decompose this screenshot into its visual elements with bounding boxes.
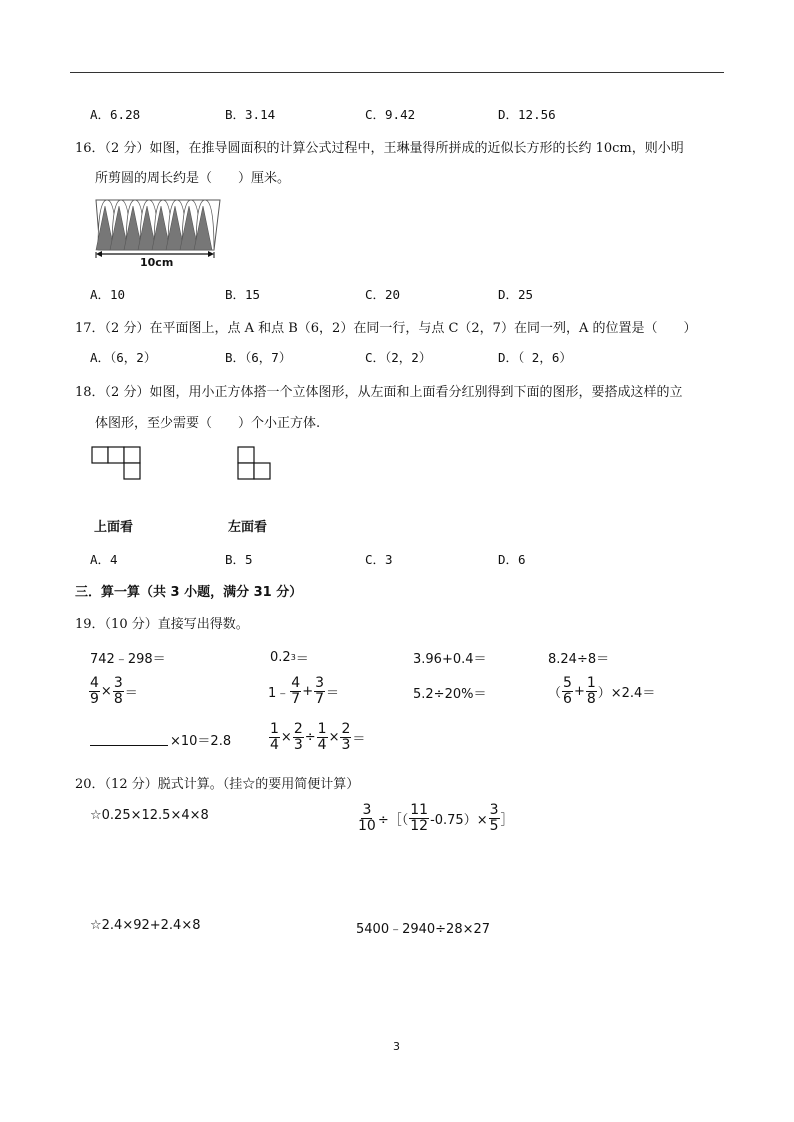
expr-2-sub: -0.75）× bbox=[430, 813, 488, 828]
fraction: $\frac{3}{7}$ bbox=[315, 675, 325, 707]
fraction: $\frac{3}{10}$ bbox=[358, 802, 376, 834]
q20-expr-4: 5400﹣2940÷28×27 bbox=[356, 922, 491, 937]
q18-text-line1: 18．（2 分）如图，用小正方体搭一个立体图形，从左面和上面看分红别得到下面的图形，要搭成这样的立 bbox=[75, 385, 683, 400]
expr-2-end: ］ bbox=[500, 813, 514, 828]
q15-option-c: C．9.42 bbox=[365, 107, 416, 122]
q17-option-c: C．（2，2） bbox=[365, 350, 432, 365]
section3-title: 三．算一算（共 3 小题，满分 31 分） bbox=[75, 585, 303, 600]
fraction: $\frac{4}{7}$ bbox=[291, 675, 301, 707]
q16-figure-label: 10cm bbox=[140, 256, 174, 269]
times-sign: × bbox=[280, 730, 292, 745]
page-number: 3 bbox=[393, 1040, 400, 1053]
equals-sign: ＝ bbox=[352, 732, 366, 747]
q17-option-d: D．（ 2，6） bbox=[498, 350, 572, 365]
q19-item-6 bbox=[268, 676, 339, 707]
q18-option-b: B．5 bbox=[225, 552, 253, 567]
q20-title: 20．（12 分）脱式计算。（挂☆的要用简便计算） bbox=[75, 777, 360, 792]
right-paren-tail: ）×2.4＝ bbox=[597, 686, 656, 701]
left-paren: （ bbox=[548, 686, 562, 701]
equals-sign: ＝ bbox=[124, 686, 138, 701]
q19-item-5 bbox=[88, 676, 138, 707]
q18-option-a: A．4 bbox=[90, 552, 118, 567]
divide-sign: ÷ bbox=[304, 730, 316, 745]
one-minus: 1﹣ bbox=[268, 686, 290, 701]
answer-blank[interactable] bbox=[90, 733, 168, 746]
q18-text-line2: 体图形，至少需要（ ）个小正方体. bbox=[95, 416, 321, 431]
fraction: $\frac{5}{6}$ bbox=[563, 675, 572, 707]
q16-option-b: B．15 bbox=[225, 287, 261, 302]
q16-text-line1: 16．（2 分）如图，在推导圆面积的计算公式过程中，王琳量得所拼成的近似长方形的长约 10cm，则小明 bbox=[75, 141, 684, 156]
q15-option-d: D．12.56 bbox=[498, 107, 556, 122]
q15-option-a: A．6.28 bbox=[90, 107, 141, 122]
q19-item-8 bbox=[548, 676, 655, 707]
times-sign: × bbox=[328, 730, 340, 745]
q19-item-9 bbox=[90, 730, 231, 749]
q17-option-a: A．（6，2） bbox=[90, 350, 157, 365]
q19-item-3: 3.96+0.4＝ bbox=[413, 652, 487, 667]
q17-text-line1: 17．（2 分）在平面图上，点 A 和点 B（6，2）在同一行，与点 C（2，7）在同一列，A 的位置是（ ） bbox=[75, 321, 697, 336]
header-rule bbox=[70, 72, 724, 73]
q19-title: 19．（10 分）直接写出得数。 bbox=[75, 617, 249, 632]
q19-item-7: 5.2÷20%＝ bbox=[413, 687, 487, 702]
q15-option-b: B．3.14 bbox=[225, 107, 276, 122]
q18-top-view bbox=[90, 445, 144, 481]
fraction: $\frac{1}{4}$ bbox=[317, 721, 327, 753]
blank-tail: ×10＝2.8 bbox=[170, 734, 232, 749]
q17-option-b: B．（6，7） bbox=[225, 350, 292, 365]
fraction: $\frac{3}{8}$ bbox=[113, 675, 123, 707]
fraction: $\frac{2}{3}$ bbox=[341, 721, 351, 753]
q20-expr-2 bbox=[356, 803, 514, 834]
fraction: $\frac{1}{4}$ bbox=[270, 721, 279, 753]
q19-item-4: 8.24÷8＝ bbox=[548, 652, 610, 667]
equals-sign: ＝ bbox=[326, 686, 340, 701]
plus-sign: + bbox=[302, 684, 314, 699]
expr-2-mid: ÷［（ bbox=[377, 813, 409, 828]
q19-item-2-eq: ＝ bbox=[295, 652, 309, 667]
q20-expr-3: ☆2.4×92+2.4×8 bbox=[90, 918, 201, 933]
fraction: $\frac{2}{3}$ bbox=[293, 721, 303, 753]
q19-item-2-base: 0.2 bbox=[270, 650, 291, 665]
q16-text-line2: 所剪圆的周长约是（ ）厘米。 bbox=[95, 171, 291, 186]
q16-option-c: C．20 bbox=[365, 287, 401, 302]
q19-item-2-exponent: 3 bbox=[290, 653, 296, 662]
q16-option-a: A．10 bbox=[90, 287, 126, 302]
times-sign: × bbox=[100, 684, 112, 699]
fraction: $\frac{1}{8}$ bbox=[586, 675, 596, 707]
q19-item-10 bbox=[268, 722, 365, 753]
fraction: $\frac{4}{9}$ bbox=[90, 675, 99, 707]
q19-item-2 bbox=[270, 648, 309, 667]
fraction: $\frac{3}{5}$ bbox=[489, 802, 499, 834]
q18-option-d: D．6 bbox=[498, 552, 526, 567]
q18-option-c: C．3 bbox=[365, 552, 393, 567]
plus-sign: + bbox=[573, 684, 585, 699]
q20-expr-1: ☆0.25×12.5×4×8 bbox=[90, 808, 209, 823]
q18-view2-label: 左面看 bbox=[228, 520, 268, 535]
fraction: $\frac{11}{12}$ bbox=[410, 802, 429, 834]
q16-option-d: D．25 bbox=[498, 287, 534, 302]
q18-left-view bbox=[236, 445, 276, 481]
q19-item-1: 742﹣298＝ bbox=[90, 652, 166, 667]
q18-view1-label: 上面看 bbox=[94, 520, 134, 535]
